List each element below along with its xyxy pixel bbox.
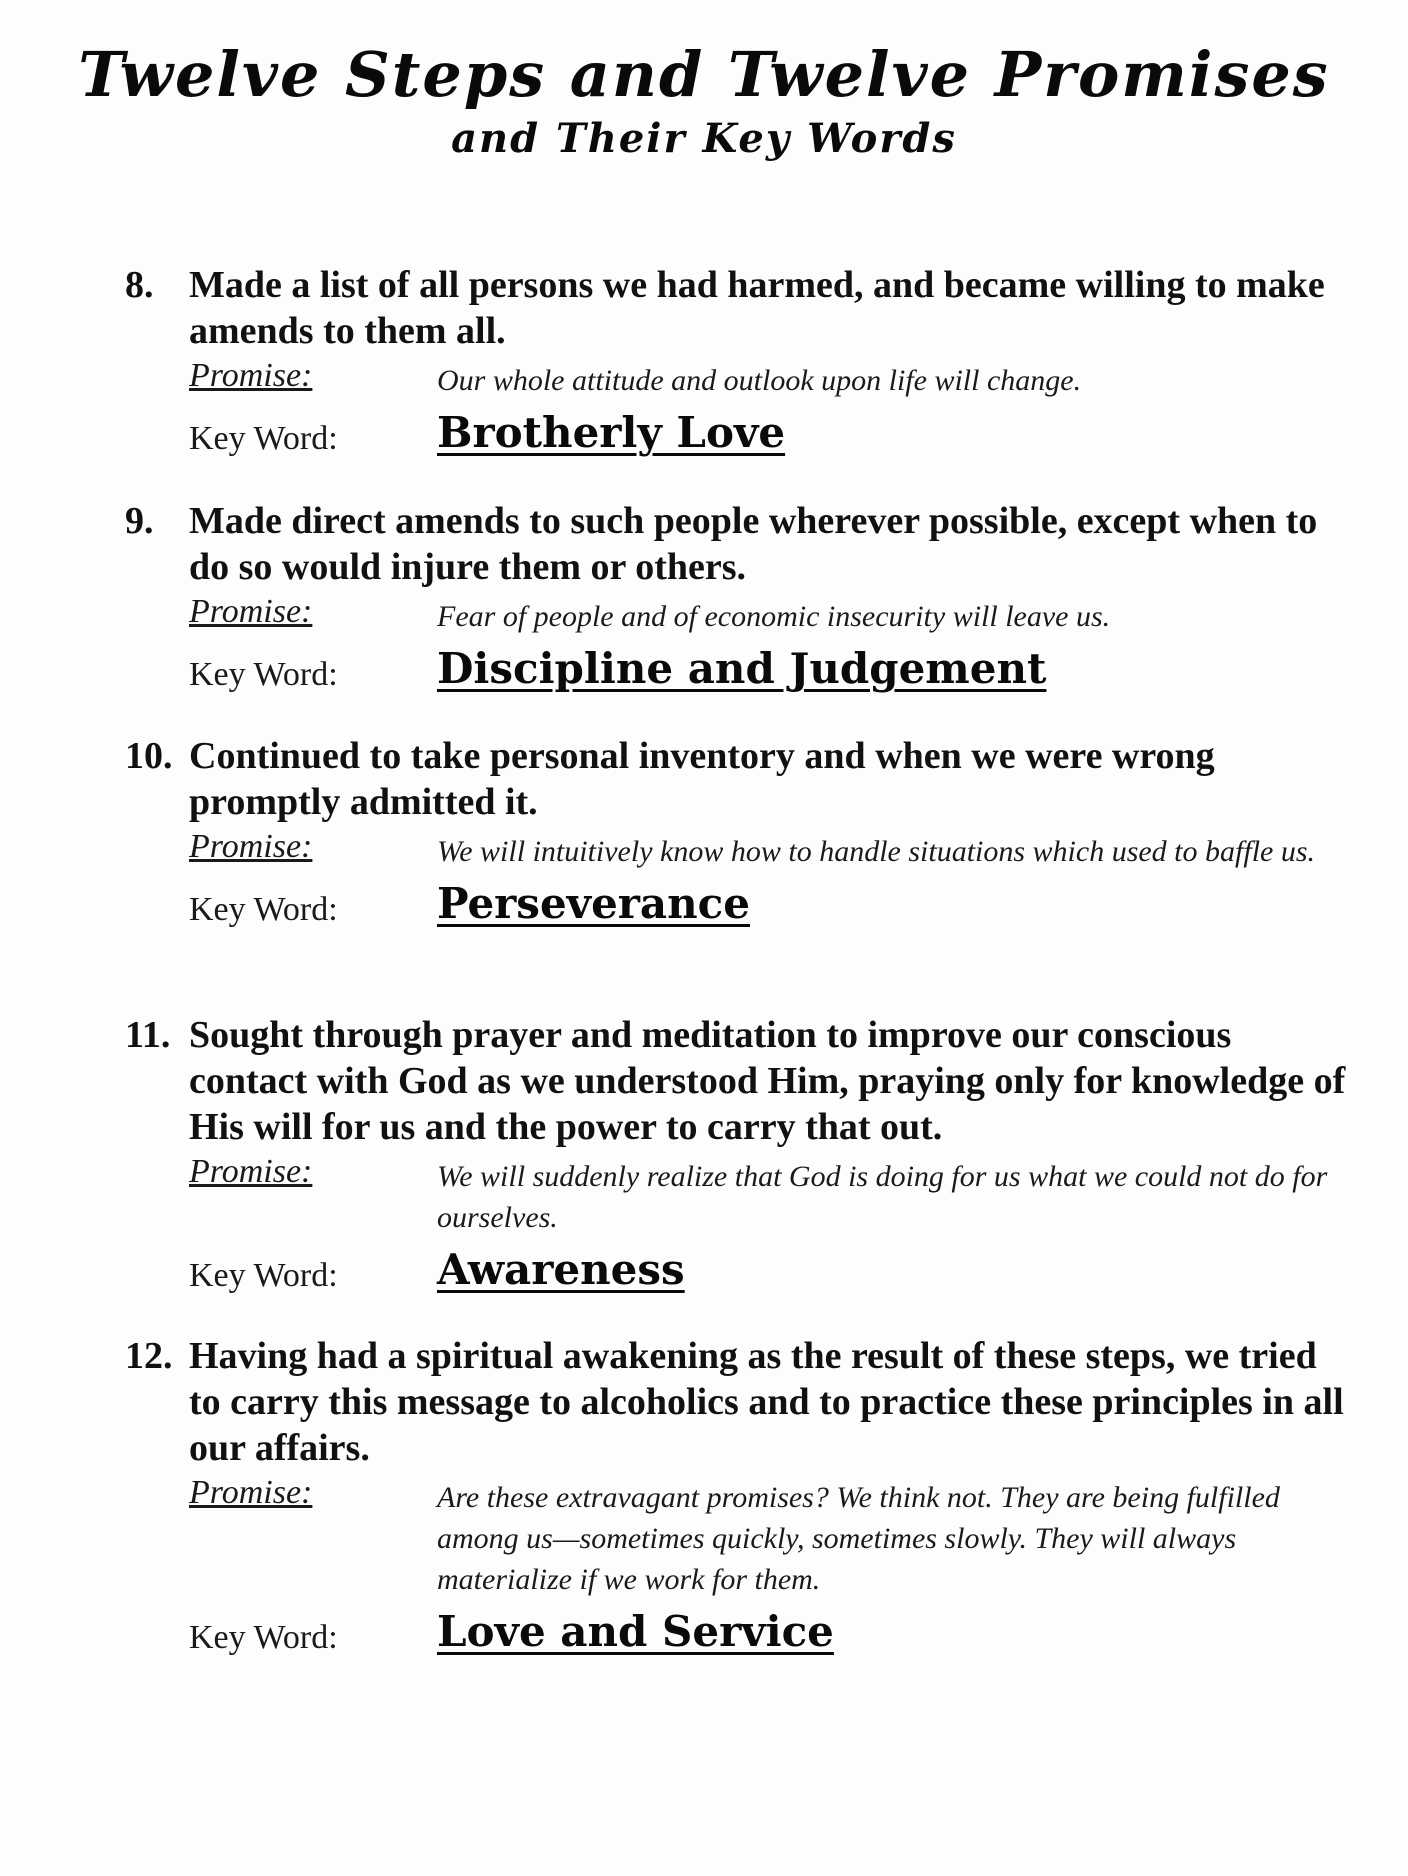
promise-row — [125, 825, 1355, 872]
promise-label: Promise: — [189, 593, 313, 630]
step-9 — [125, 498, 1355, 697]
promise-label: Promise: — [189, 828, 313, 865]
keyword-row — [125, 405, 1355, 461]
step-heading — [125, 498, 1355, 590]
promise-text: We will suddenly realize that God is doing for us what we could not do for ourselves. — [437, 1160, 1328, 1234]
step-heading — [125, 262, 1355, 354]
promise-text: We will intuitively know how to handle situations which used to baffle us. — [437, 835, 1316, 868]
keyword-label: Key Word: — [189, 891, 338, 928]
step-text: Having had a spiritual awakening as the result of these steps, we tried to carry this message to alcoholics and to practice these principles in all our affairs. — [189, 1335, 1344, 1469]
step-text: Sought through prayer and meditation to improve our conscious contact with God as we understood Him, praying only for knowledge of His will for us and the power to carry that out. — [189, 1014, 1346, 1148]
step-8 — [125, 262, 1355, 461]
keyword-text: Love and Service — [437, 1607, 834, 1656]
keyword-label: Key Word: — [189, 420, 338, 457]
step-10 — [125, 733, 1355, 932]
step-number: 8. — [125, 264, 154, 306]
promise-row — [125, 590, 1355, 637]
keyword-row — [125, 1242, 1355, 1298]
keyword-row — [125, 1604, 1355, 1660]
keyword-text: Perseverance — [437, 879, 750, 928]
promise-label: Promise: — [189, 1153, 313, 1190]
step-heading — [125, 733, 1355, 825]
step-heading — [125, 1012, 1355, 1150]
promise-row — [125, 354, 1355, 401]
step-12 — [125, 1333, 1355, 1660]
keyword-text: Discipline and Judgement — [437, 644, 1047, 693]
keyword-row — [125, 876, 1355, 932]
keyword-label: Key Word: — [189, 1257, 338, 1294]
step-number: 12. — [125, 1335, 173, 1377]
step-text: Continued to take personal inventory and when we were wrong promptly admitted it. — [189, 735, 1215, 823]
keyword-text: Awareness — [437, 1245, 685, 1294]
page-subtitle: and Their Key Words — [451, 115, 957, 162]
step-11 — [125, 1012, 1355, 1298]
promise-label: Promise: — [189, 1474, 313, 1511]
step-text: Made a list of all persons we had harmed, and became willing to make amends to them all. — [189, 264, 1325, 352]
promise-text: Fear of people and of economic insecurity will leave us. — [437, 600, 1111, 633]
step-heading — [125, 1333, 1355, 1471]
keyword-label: Key Word: — [189, 1619, 338, 1656]
keyword-label: Key Word: — [189, 656, 338, 693]
step-number: 11. — [125, 1014, 171, 1056]
step-number: 10. — [125, 735, 173, 777]
promise-row — [125, 1150, 1355, 1238]
keyword-row — [125, 641, 1355, 697]
step-text: Made direct amends to such people wherever possible, except when to do so would injure them or others. — [189, 500, 1318, 588]
promise-text: Are these extravagant promises? We think not. They are being fulfilled among us—sometimes quickly, sometimes slowly. They will always materialize if we work for them. — [437, 1481, 1280, 1596]
promise-row — [125, 1471, 1355, 1600]
promise-text: Our whole attitude and outlook upon life will change. — [437, 364, 1082, 397]
keyword-text: Brotherly Love — [437, 408, 786, 457]
page-title: Twelve Steps and Twelve Promises — [78, 38, 1330, 111]
promise-label: Promise: — [189, 357, 313, 394]
step-number: 9. — [125, 500, 154, 542]
